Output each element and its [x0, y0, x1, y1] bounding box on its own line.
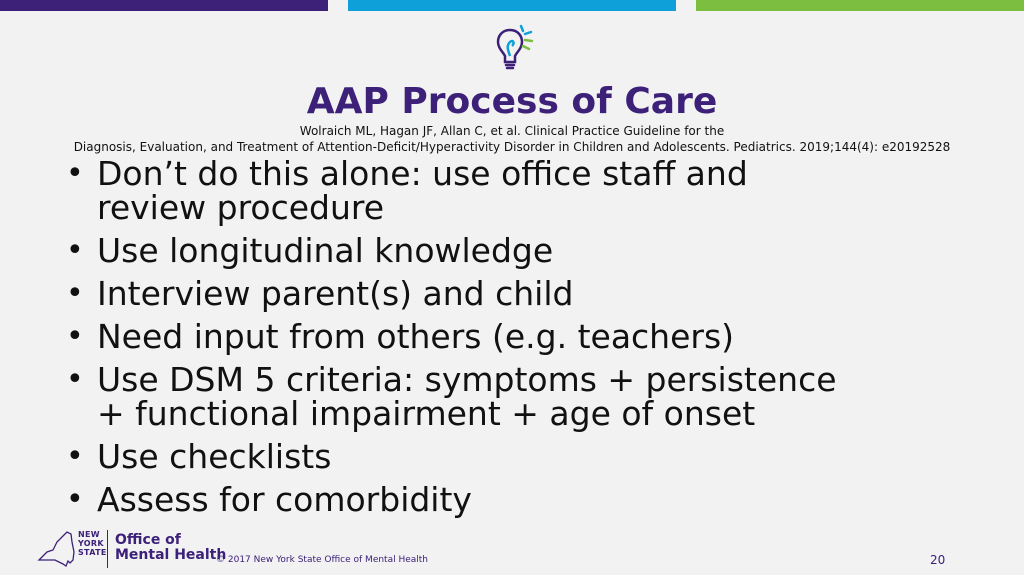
new-york-state-map-icon: [37, 530, 77, 568]
bullet-text: Assess for comorbidity: [97, 480, 472, 519]
top-bar-green: [696, 0, 1024, 11]
state-wordmark: [78, 530, 107, 557]
bullet-text: Don’t do this alone: use office staff and review procedure: [97, 154, 748, 227]
copyright-notice: © 2017 New York State Office of Mental Health: [216, 555, 429, 565]
bullet-text: Use DSM 5 criteria: symptoms + persistence + functional impairment + age of onset: [97, 360, 837, 433]
bullet-icon: •: [66, 439, 84, 474]
bullet-icon: •: [66, 482, 84, 517]
bullet-icon: •: [66, 233, 84, 268]
bullet-icon: •: [66, 156, 84, 191]
citation: [0, 123, 1024, 155]
bullet-item: [60, 480, 860, 519]
org-line-2: Mental Health: [115, 547, 227, 563]
state-line-2: YORK: [78, 539, 104, 548]
nys-omh-logo: [37, 528, 227, 572]
citation-line-2: Diagnosis, Evaluation, and Treatment of Attention-Deficit/Hyperactivity Disorder in Children and Adolescents. Pediatrics. 2019;144(4): e20192528: [73, 140, 951, 154]
state-line-1: NEW: [78, 530, 100, 539]
bullet-item: [60, 274, 860, 313]
bullet-text: Use longitudinal knowledge: [97, 231, 554, 270]
org-line-1: Office of: [115, 532, 181, 548]
bullet-icon: •: [66, 276, 84, 311]
lightbulb-icon: [494, 22, 534, 74]
bullet-text: Need input from others (e.g. teachers): [97, 317, 735, 356]
logo-divider: [107, 530, 108, 568]
bullet-item: [60, 231, 860, 270]
bullet-item: [60, 317, 860, 356]
slide-title: AAP Process of Care: [306, 81, 718, 122]
top-bar-purple: [0, 0, 328, 11]
page-number: 20: [930, 553, 946, 567]
bullet-list: [60, 154, 860, 526]
top-bar-blue: [348, 0, 676, 11]
bullet-text: Use checklists: [97, 437, 332, 476]
state-line-3: STATE: [78, 548, 107, 557]
citation-line-1: Wolraich ML, Hagan JF, Allan C, et al. Clinical Practice Guideline for the: [299, 124, 725, 138]
bullet-text: Interview parent(s) and child: [97, 274, 574, 313]
bullet-icon: •: [66, 319, 84, 354]
bullet-item: [60, 360, 860, 433]
bullet-icon: •: [66, 362, 84, 397]
office-wordmark: [115, 533, 226, 563]
bullet-item: [60, 154, 860, 227]
bullet-item: [60, 437, 860, 476]
